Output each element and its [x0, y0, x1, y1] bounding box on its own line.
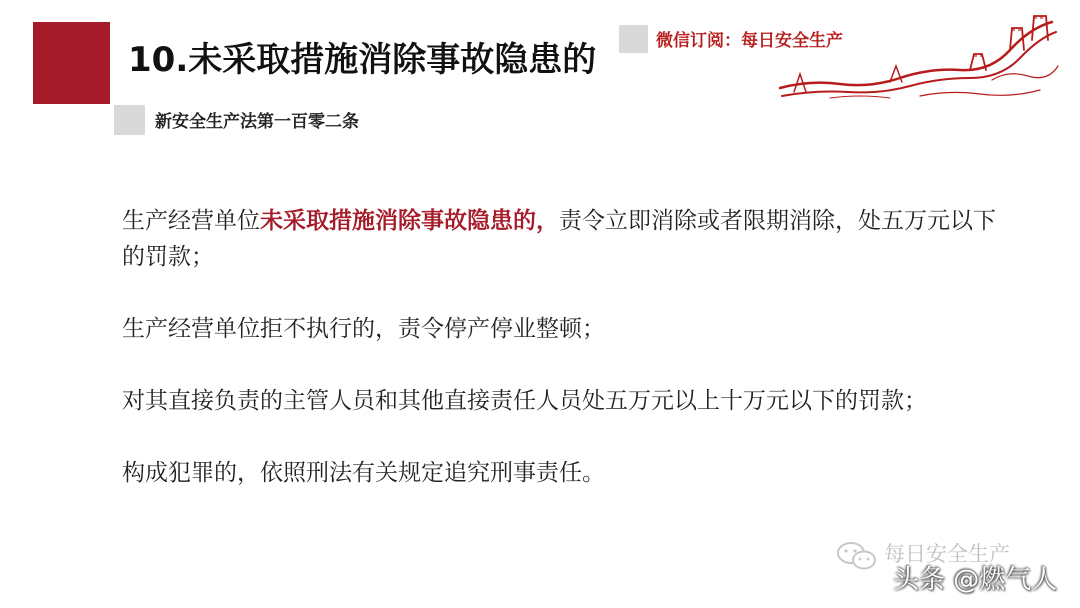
paragraph-criminal-liability: 构成犯罪的，依照刑法有关规定追究刑事责任。 — [122, 460, 605, 486]
article-body — [122, 203, 1002, 527]
watermark-account-name: 每日安全生产 — [884, 542, 1010, 566]
header-marker — [619, 25, 648, 53]
slide-title: 10.未采取措施消除事故隐患的 — [128, 40, 597, 80]
paragraph-prefix: 生产经营单位 — [122, 208, 260, 234]
paragraph-penalty-fine — [122, 203, 1002, 275]
subtitle-marker — [114, 105, 145, 135]
watermark-toutiao: 头条 @燃气人 — [893, 565, 1058, 595]
highlighted-clause: 未采取措施消除事故隐患的， — [260, 207, 559, 234]
wechat-subscribe-label: 微信订阅：每日安全生产 — [656, 31, 843, 51]
slide-subtitle: 新安全生产法第一百零二条 — [155, 112, 359, 132]
paragraph-suffix: 责令立即消除或者限期消除，处五万元以下的罚款； — [122, 208, 996, 270]
paragraph-suspension: 生产经营单位拒不执行的，责令停产停业整顿； — [122, 316, 605, 342]
paragraph-personnel-fine: 对其直接负责的主管人员和其他直接责任人员处五万元以上十万元以下的罚款； — [122, 388, 927, 414]
great-wall-icon — [770, 10, 1062, 102]
wechat-icon — [835, 540, 879, 572]
red-accent-block — [33, 22, 110, 104]
